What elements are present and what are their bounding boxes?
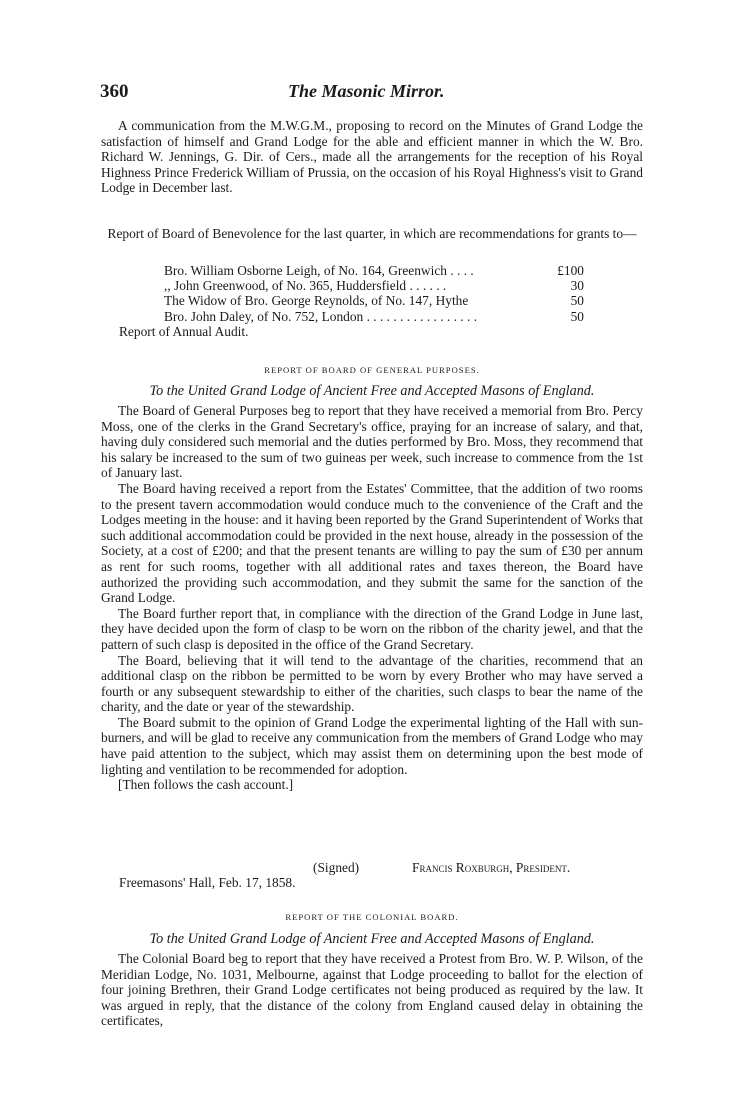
- grant-recipient: ,, John Greenwood, of No. 365, Huddersfield . . . . . .: [164, 278, 447, 294]
- grant-amount: £100: [557, 263, 584, 278]
- page-header: [100, 81, 640, 106]
- colonial-body: [101, 951, 643, 1029]
- benevolence-paragraph: Report of Board of Benevolence for the last quarter, in which are recommendations for grants to—: [107, 226, 637, 241]
- report-paragraph: The Board having received a report from the Estates' Committee, that the addition of two rooms to the present tavern accommodation would conduce much to the convenience of the Craft and the Lodges meeting in the house: and it having been reported by the Grand Superintendent of Works that such additional accommodation could be provided in the next house, already in the possession of the Society, at a cost of £200; and that the present tenants are willing to pay the sum of £30 per annum as rent for such rooms, together with all additional rates and taxes thereon, the Board have authorized the providing such accommodation, and they submit the same for the sanction of the Grand Lodge.: [101, 480, 643, 606]
- annual-audit: [101, 324, 643, 340]
- colonial-address: [101, 932, 643, 948]
- report-paragraph: The Board, believing that it will tend to the advantage of the charities, recommend that an additional clasp on the ribbon be permitted to be worn by every Brother who may have served a fourth or any subsequent stewardship to either of the charities, such clasps to bear the name of the charity, and the date or year of the stewardship.: [101, 652, 643, 715]
- grant-row: [164, 263, 584, 278]
- section-heading: REPORT OF THE COLONIAL BOARD.: [285, 912, 459, 922]
- signed-label: (Signed): [313, 860, 360, 875]
- report-paragraph: The Board further report that, in compliance with the direction of the Grand Lodge in June last, they have decided upon the form of clasp to be worn on the ribbon of the charity jewel, and that the pattern of such clasp is deposited in the office of the Grand Secretary.: [101, 605, 643, 652]
- grant-row: [164, 309, 584, 324]
- report-paragraph: The Colonial Board beg to report that they have received a Protest from Bro. W. P. Wilson, of the Meridian Lodge, No. 1031, Melbourne, against that Lodge proceeding to ballot for the election of four joining Brethren, their Grand Lodge certificates not being produced as required by the law. It was argued in reply, that the distance of the colony from England caused delay in obtaining the certificates,: [101, 951, 643, 1029]
- general-purposes-address: [101, 384, 643, 400]
- grant-amount: 50: [570, 308, 584, 324]
- general-purposes-heading: [101, 363, 643, 379]
- running-title: The Masonic Mirror.: [288, 81, 445, 101]
- section-address: To the United Grand Lodge of Ancient Free and Accepted Masons of England.: [149, 383, 595, 399]
- section-address: To the United Grand Lodge of Ancient Free and Accepted Masons of England.: [149, 931, 595, 947]
- grant-amount: 50: [570, 293, 584, 309]
- section-heading: REPORT OF BOARD OF GENERAL PURPOSES.: [264, 365, 480, 375]
- grant-row: [164, 278, 584, 293]
- report-paragraph: [Then follows the cash account.]: [118, 777, 294, 793]
- page-number: 360: [100, 81, 129, 102]
- colonial-heading: [101, 910, 643, 926]
- intro-section: [101, 118, 643, 196]
- communication-paragraph: A communication from the M.W.G.M., proposing to record on the Minutes of Grand Lodge the satisfaction of himself and Grand Lodge for the able and efficient manner in which the W. Bro. Richard W. Jennings, G. Dir. of Cers., made all the arrangements for the reception of his Royal Highness Prince Frederick William of Prussia, on the occasion of his Royal Highness's visit to Grand Lodge in December last.: [101, 118, 643, 196]
- grant-row: [164, 293, 584, 308]
- president-signature: Francis Roxburgh, President.: [412, 860, 571, 875]
- benevolence-intro: [101, 226, 643, 242]
- signature-block: [101, 860, 643, 892]
- report-paragraph: The Board of General Purposes beg to report that they have received a memorial from Bro. Percy Moss, one of the clerks in the Grand Secretary's office, praying for an increase of salary, and that, having duly considered such memorial and the duties performed by Bro. Moss, they recommend that his salary be increased to the sum of two guineas per week, such increase to commence from the 1st of January last.: [101, 403, 643, 481]
- annual-audit-line: Report of Annual Audit.: [119, 324, 249, 339]
- grant-recipient: Bro. John Daley, of No. 752, London . . . . . . . . . . . . . . . . .: [164, 308, 478, 324]
- grant-recipient: Bro. William Osborne Leigh, of No. 164, Greenwich . . . .: [164, 263, 474, 278]
- place-date: Freemasons' Hall, Feb. 17, 1858.: [119, 875, 296, 890]
- report-paragraph: The Board submit to the opinion of Grand Lodge the experimental lighting of the Hall with sun-burners, and will be glad to receive any communication from the members of Grand Lodge who may have paid attention to the subject, which may assist them on determining upon the best mode of lighting and ventilation to be recommended for adoption.: [101, 714, 643, 777]
- grants-list: [164, 263, 584, 324]
- grant-amount: 30: [570, 278, 584, 294]
- general-purposes-body: [101, 403, 643, 793]
- grant-recipient: The Widow of Bro. George Reynolds, of No. 147, Hythe: [164, 293, 469, 309]
